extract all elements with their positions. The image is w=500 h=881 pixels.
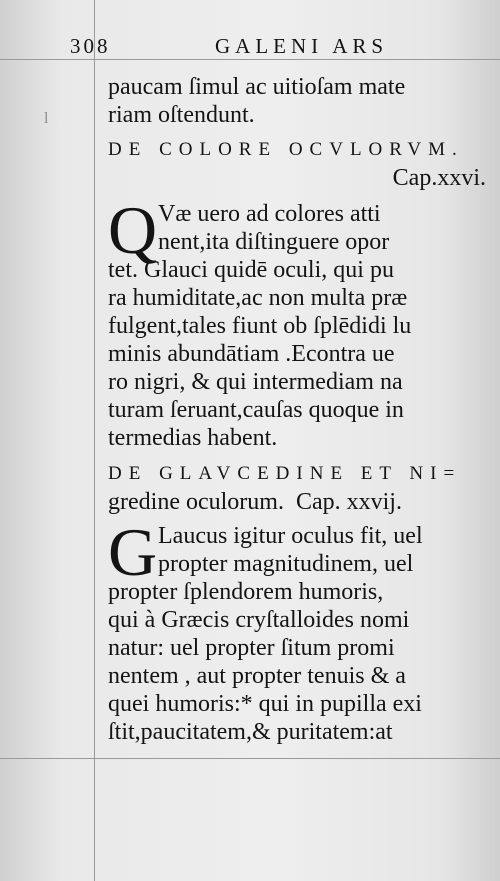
text-line: Laucus igitur oculus fit, uel [158, 523, 423, 549]
text-line: riam oſtendunt. [108, 102, 255, 128]
left-margin-rule [94, 0, 95, 881]
chapter-heading: DE COLORE OCVLORVM. [108, 139, 464, 160]
text-line: propter ſplendorem humoris, [108, 579, 384, 605]
chapter-heading-continued: gredine oculorum. Cap. xxvij. [108, 489, 402, 515]
running-title: GALENI ARS [215, 34, 389, 58]
text-line: Væ uero ad colores atti [158, 201, 381, 227]
text-line: qui à Græcis cryſtalloides nomi [108, 607, 410, 633]
carry-over-paragraph [108, 73, 492, 129]
chapter-26-body [108, 192, 492, 452]
chapter-27-body [108, 514, 492, 746]
text-line: paucam ſimul ac uitioſam mate [108, 74, 406, 100]
text-line: fulgent,tales fiunt ob ſplēdidi lu [108, 313, 412, 339]
chapter-number: Cap.xxvi. [392, 165, 486, 191]
text-line: ra humiditate,ac non multa præ [108, 285, 408, 311]
text-line: propter magnitudinem, uel [158, 551, 414, 577]
drop-capital-q: Q [108, 192, 158, 268]
running-head [70, 34, 490, 64]
text-line: quei humoris:* qui in pupilla exi [108, 691, 422, 717]
text-line: tet. Glauci quidē oculi, qui pu [108, 257, 394, 283]
drop-capital-g: G [108, 514, 158, 590]
chapter-27 [108, 460, 492, 516]
text-line: nent,ita diſtinguere opor [158, 229, 390, 255]
text-line: turam ſeruant,cauſas quoque in [108, 397, 404, 423]
text-line: termedias habent. [108, 425, 278, 451]
chapter-heading: DE GLAVCEDINE ET NI= [108, 463, 462, 484]
bottom-rule [0, 758, 500, 759]
page-number: 308 [70, 34, 111, 58]
text-line: nentem , aut propter tenuis & a [108, 663, 406, 689]
text-line: natur: uel propter ſitum promi [108, 635, 395, 661]
text-line: minis abundātiam .Econtra ue [108, 341, 395, 367]
text-line: ſtit,paucitatem,& puritatem:at [108, 719, 393, 745]
margin-mark: l [44, 110, 49, 127]
text-line: ro nigri, & qui intermediam na [108, 369, 403, 395]
chapter-26 [108, 136, 492, 192]
